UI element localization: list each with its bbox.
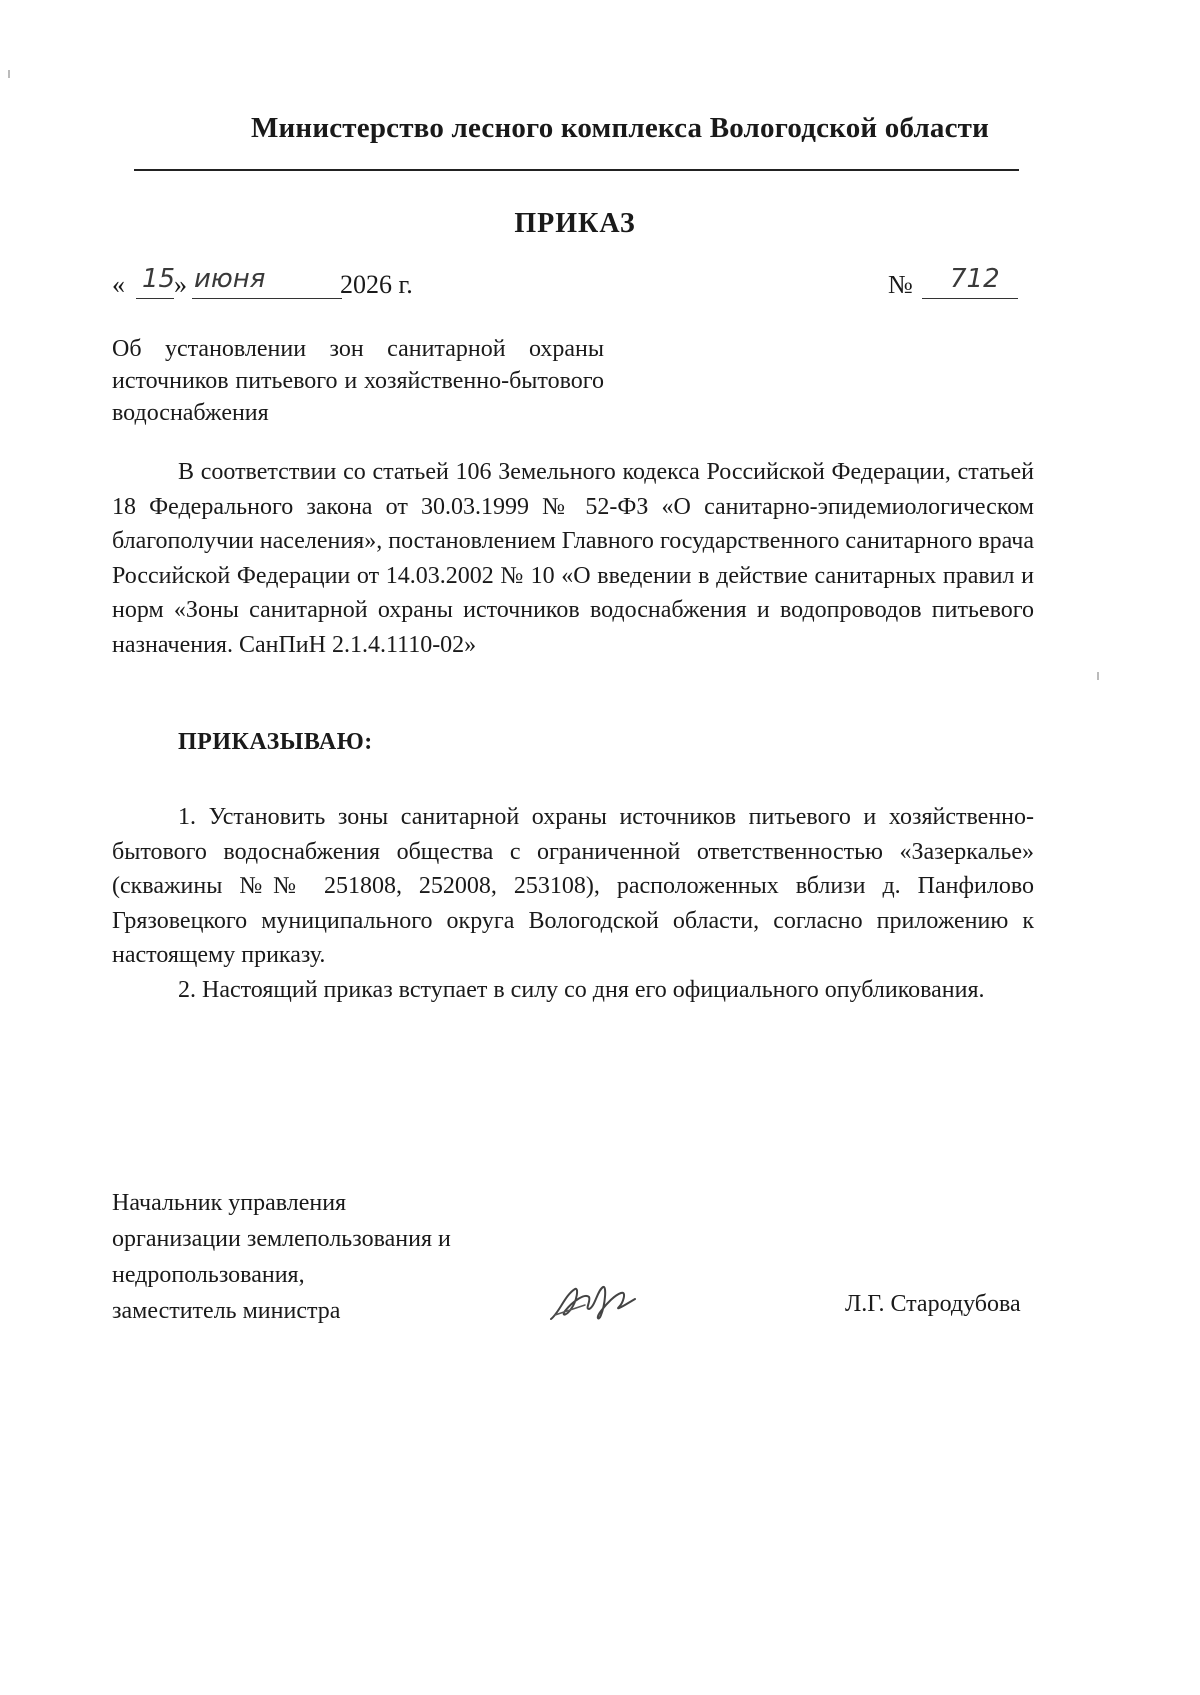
scan-speck: [8, 70, 10, 78]
number-field: [922, 264, 1018, 299]
preamble: [112, 455, 1034, 662]
preamble-text: В соответствии со статьей 106 Земельного кодекса Российской Федерации, статьей 18 Федерального закона от 30.03.1999 № 52-ФЗ «О санитарно-эпидемиологическом благополучии населения», постановлением Главного государственного санитарного врача Российской Федерации от 14.03.2002 № 10 «О введении в действие санитарных правил и норм «Зоны санитарной охраны источников водоснабжения и водопроводов питьевого назначения. СанПиН 2.1.4.1110-02»: [112, 459, 1034, 658]
signer-position-line: недропользования,: [112, 1262, 305, 1288]
handwritten-signature: [545, 1275, 645, 1331]
date-month-field: [192, 264, 342, 299]
ministry-name: Министерство лесного комплекса Вологодской области: [250, 112, 990, 144]
number-handwritten: 712: [950, 264, 1000, 294]
order-subject: Об установлении зон санитарной охраны источников питьевого и хозяйственно-бытового водоснабжения: [112, 336, 604, 426]
number-sign: №: [888, 270, 913, 299]
signer-position-line: заместитель министра: [112, 1298, 341, 1324]
date-month-handwritten: июня: [194, 264, 266, 294]
date-day-handwritten: 15: [142, 264, 176, 294]
date-close-quote: »: [174, 270, 187, 299]
signer-name: Л.Г. Стародубова: [845, 1291, 1021, 1317]
order-date: [112, 264, 442, 306]
scan-speck: [1097, 672, 1099, 680]
header-rule: [134, 169, 1019, 171]
order-item-1: 1. Установить зоны санитарной охраны источников питьевого и хозяйственно-бытового водоснабжения общества с ограниченной ответственностью «Зазеркалье» (скважины №№ 251808, 252008, 253108), расположенных вблизи д. Панфилово Грязовецкого муниципального округа Вологодской области, согласно приложению к настоящему приказу.: [112, 804, 1034, 968]
signature-icon: [545, 1275, 645, 1331]
signer-position: [112, 1185, 532, 1329]
date-day-field: [136, 264, 176, 299]
date-year: 2026 г.: [340, 270, 413, 299]
order-word: ПРИКАЗЫВАЮ:: [178, 729, 373, 755]
date-open-quote: «: [112, 270, 125, 299]
order-items: [112, 800, 1034, 1007]
signer-position-line: Начальник управления: [112, 1190, 347, 1216]
order-number: [888, 264, 1038, 306]
document-title: ПРИКАЗ: [514, 208, 636, 239]
order-item-2: 2. Настоящий приказ вступает в силу со дня его официального опубликования.: [178, 976, 985, 1003]
signer-position-line: организации землепользования и: [112, 1226, 451, 1252]
